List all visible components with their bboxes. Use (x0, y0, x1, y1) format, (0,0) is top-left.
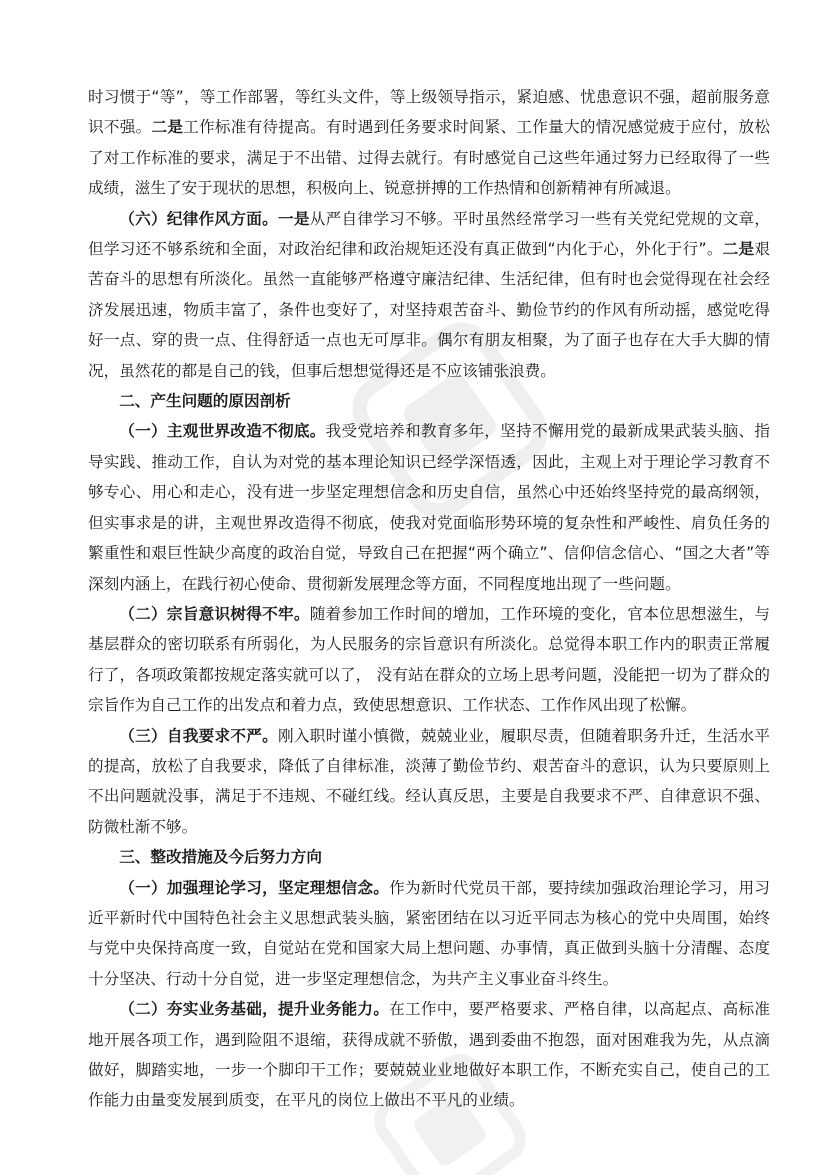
paragraph-text: 工作标准有待提高。有时遇到任务要求时间紧、工作量大的情况感觉疲于应付，放松了对工作标准的要求，满足于不出错、过得去就行。有时感觉自己这些年通过努力已经取得了一些成绩，滋生了安于现状的思想，积极向上、锐意拼搏的工作热情和创新精神有所减退。 (88, 118, 770, 198)
paragraph-work-standards (88, 82, 770, 204)
bold-lead: （一）加强理论学习，坚定理想信念。 (119, 878, 390, 897)
bold-lead: 二是 (151, 118, 184, 137)
paragraph-discipline-style (88, 204, 770, 386)
bold-lead: （六）纪律作风方面。一是 (119, 209, 310, 228)
paragraph-text: 在工作中，要严格要求、严格自律，以高起点、高标准地开展各项工作，遇到险阻不退缩，获得成就不骄傲，遇到委曲不抱怨，面对困难我为先，从点滴做好，脚踏实地，一步一个脚印干工作；要兢兢业业地做好本职工作，不断充实自己，使自己的工作能力由量变发展到质变，在平凡的岗位上做出不平凡的业绩。 (88, 1000, 770, 1110)
paragraph-text: 时习惯于“等”，等工作部署，等红头文件，等上级领导指示，紧迫感、忧患意识不强，超前服务意识不强。 (88, 88, 770, 137)
paragraph-purpose-awareness (88, 599, 770, 721)
paragraph-text: 从严自律学习不够。平时虽然经常学习一些有关党纪党规的文章，但学习还不够系统和全面，对政治纪律和政治规矩还没有真正做到“内化于心，外化于行”。 (88, 209, 770, 259)
bold-lead: （一）主观世界改造不彻底。 (119, 422, 326, 441)
paragraph-self-discipline (88, 721, 770, 843)
paragraph-business-ability (88, 994, 770, 1116)
paragraph-text: 刚入职时谨小慎微，兢兢业业，履职尽责，但随着职务升迁，生活水平的提高，放松了自我要求，降低了自律标准，淡薄了勤俭节约、艰苦奋斗的意识，认为只要原则上不出问题就没事，满足于不违规、不碰红线。经认真反思，主要是自我要求不严、自律意识不强、防微杜渐不够。 (88, 726, 770, 836)
paragraph-worldview (88, 416, 770, 598)
section-heading-rectification: 三、整改措施及今后努力方向 (119, 848, 322, 867)
paragraph-text: 我受党培养和教育多年，坚持不懈用党的最新成果武装头脑、指导实践、推动工作，自认为对党的基本理论知识已经学深悟透，因此，主观上对于理论学习教育不够专心、用心和走心，没有进一步坚定理想信念和历史自信，虽然心中还始终坚持党的最高纲领，但实事求是的讲，主观世界改造得不彻底，使我对党面临形势环境的复杂性和严峻性、肩负任务的繁重性和艰巨性缺少高度的政治自觉，导致自己在把握“两个确立”、信仰信念信心、“国之大者”等深刻内涵上，在践行初心使命、贯彻新发展理念等方面，不同程度地出现了一些问题。 (88, 422, 770, 593)
paragraph-text: 随着参加工作时间的增加，工作环境的变化，官本位思想滋生，与基层群众的密切联系有所弱化，为人民服务的宗旨意识有所淡化。总觉得本职工作内的职责正常履行了，各项政策都按规定落实就可以了， 没有站在群众的立场上思考问题，没能把一切为了群众的宗旨作为自己工作的出发点和着力点，致使思想意识、工作状态、工作作风出现了松懈。 (88, 604, 770, 715)
paragraph-theory-study (88, 873, 770, 995)
bold-lead: 二是 (722, 240, 755, 259)
document-body (88, 82, 770, 1116)
paragraph-text: 作为新时代党员干部，要持续加强政治理论学习，用习近平新时代中国特色社会主义思想武装头脑，紧密团结在以习近平同志为核心的党中央周围，始终与党中央保持高度一致，自觉站在党和国家大局上想问题、办事情，真正做到头脑十分清醒、态度十分坚决、行动十分自觉，进一步坚定理想信念，为共产主义事业奋斗终生。 (88, 878, 770, 988)
bold-lead: （二）宗旨意识树得不牢。 (119, 604, 310, 623)
bold-lead: （二）夯实业务基础，提升业务能力。 (119, 1000, 390, 1019)
bold-lead: （三）自我要求不严。 (119, 726, 278, 745)
section-heading-causes: 二、产生问题的原因剖析 (119, 392, 291, 411)
paragraph-text: 艰苦奋斗的思想有所淡化。虽然一直能够严格遵守廉洁纪律、生活纪律，但有时也会觉得现在社会经济发展迅速，物质丰富了，条件也变好了，对坚持艰苦奋斗、勤俭节约的作风有所动摇，感觉吃得好一点、穿的贵一点、住得舒适一点也无可厚非。偶尔有朋友相聚，为了面子也存在大手大脚的情况，虽然花的都是自己的钱，但事后想想觉得还是不应该铺张浪费。 (88, 240, 770, 380)
